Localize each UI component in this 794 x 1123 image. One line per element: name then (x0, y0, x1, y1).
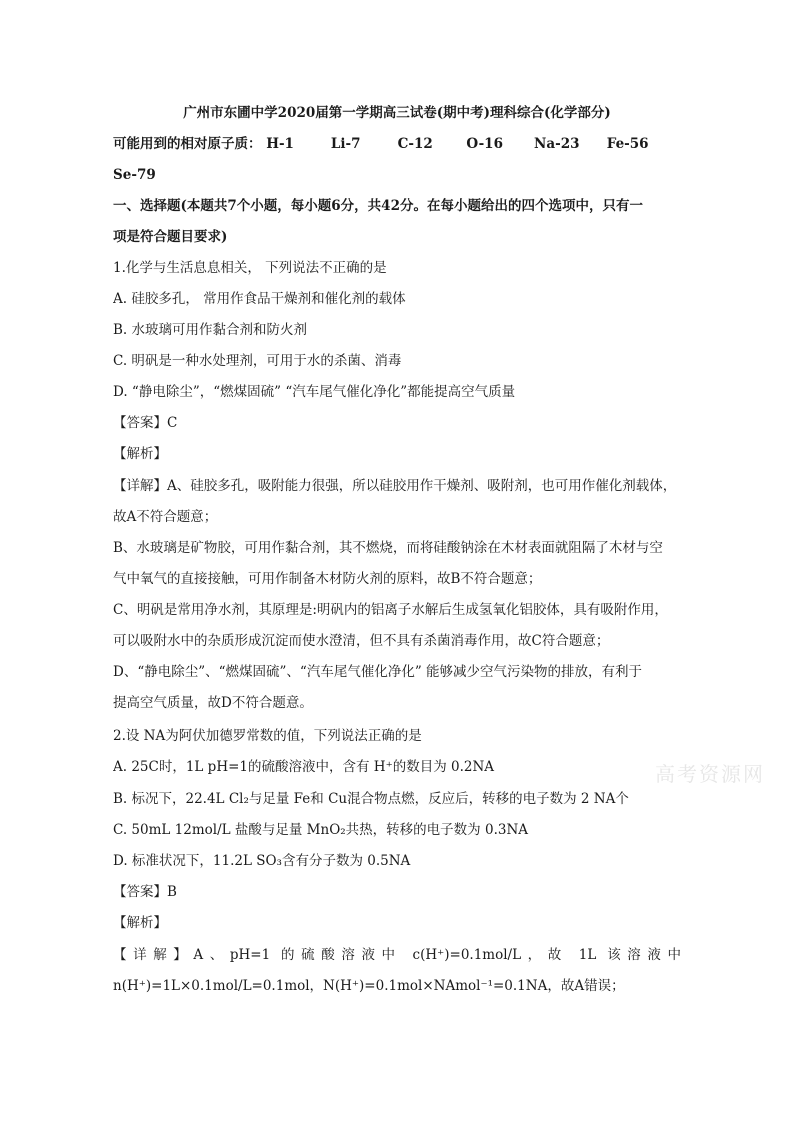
section-heading-line2: 项是符合题目要求) (113, 229, 228, 245)
q2-option-b: B. 标况下，22.4L Cl₂与足量 Fe和 Cu混合物点燃，反应后，转移的电子数为 2 NA个 (113, 791, 629, 807)
q2-answer: 【答案】B (113, 884, 177, 900)
q2-option-a: A. 25C时，1L pH=1的硫酸溶液中，含有 H⁺的数目为 0.2NA (113, 759, 495, 775)
q1-option-c: C. 明矾是一种水处理剂，可用于水的杀菌、消毒 (113, 353, 402, 369)
q1-detail-6: 可以吸附水中的杂质形成沉淀而使水澄清，但不具有杀菌消毒作用，故C符合题意； (113, 633, 610, 649)
q2-detail-1: 【详解】A、pH=1 的硫酸溶液中 c(H⁺)=0.1mol/L，故 1L 该溶液中 (113, 947, 681, 963)
q1-detail-1: 【详解】A、硅胶多孔，吸附能力很强，所以硅胶用作干燥剂、吸附剂，也可用作催化剂载体， (113, 478, 677, 494)
atom-se: Se-79 (113, 167, 156, 183)
watermark: 高考资源网 (655, 762, 765, 786)
atom-c: C-12 (397, 136, 433, 152)
q1-stem: 1.化学与生活息息相关， 下列说法不正确的是 (113, 260, 387, 276)
page-title: 广州市东圃中学2020届第一学期高三试卷(期中考)理科综合(化学部分) (183, 105, 611, 121)
q1-detail-2: 故A不符合题意； (113, 509, 218, 525)
q2-detail-2: n(H⁺)=1L×0.1mol/L=0.1mol，N(H⁺)=0.1mol×NAmol⁻¹=0.1NA，故A错误； (113, 978, 625, 994)
q2-option-c: C. 50mL 12mol/L 盐酸与足量 MnO₂共热，转移的电子数为 0.3NA (113, 822, 529, 838)
q1-answer: 【答案】C (113, 415, 178, 431)
atom-fe: Fe-56 (606, 136, 649, 152)
q1-detail-7: D、“静电除尘”、“燃煤固硫”、“汽车尾气催化净化” 能够减少空气污染物的排放，有利于 (113, 664, 643, 680)
q1-detail-8: 提高空气质量，故D不符合题意。 (113, 695, 313, 711)
q1-option-a: A. 硅胶多孔， 常用作食品干燥剂和催化剂的载体 (113, 291, 406, 307)
q1-analysis-label: 【解析】 (113, 446, 167, 462)
q1-detail-3: B、水玻璃是矿物胶，可用作黏合剂，其不燃烧，而将硅酸钠涂在木材表面就阻隔了木材与空 (113, 540, 663, 556)
q1-detail-5: C、明矾是常用净水剂，其原理是:明矾内的铝离子水解后生成氢氧化铝胶体，具有吸附作用， (113, 602, 668, 618)
atomic-masses-label: 可能用到的相对原子质： (113, 136, 262, 152)
q1-option-d: D. “静电除尘”，“燃煤固硫” “汽车尾气催化净化”都能提高空气质量 (113, 384, 516, 400)
q2-analysis-label: 【解析】 (113, 915, 167, 931)
q2-stem: 2.设 NA为阿伏加德罗常数的值，下列说法正确的是 (113, 728, 422, 744)
atom-h: H-1 (266, 136, 294, 152)
atom-li: Li-7 (330, 136, 361, 152)
q1-option-b: B. 水玻璃可用作黏合剂和防火剂 (113, 322, 308, 338)
atom-o: O-16 (466, 136, 503, 152)
atom-na: Na-23 (534, 136, 580, 152)
q2-option-d: D. 标准状况下，11.2L SO₃含有分子数为 0.5NA (113, 853, 411, 869)
section-heading-line1: 一、选择题(本题共7个小题，每小题6分，共42分。在每小题给出的四个选项中，只有一 (113, 198, 643, 214)
atomic-masses-line (113, 134, 681, 154)
q1-detail-4: 气中氧气的直接接触，可用作制备木材防火剂的原料，故B不符合题意； (113, 571, 542, 587)
